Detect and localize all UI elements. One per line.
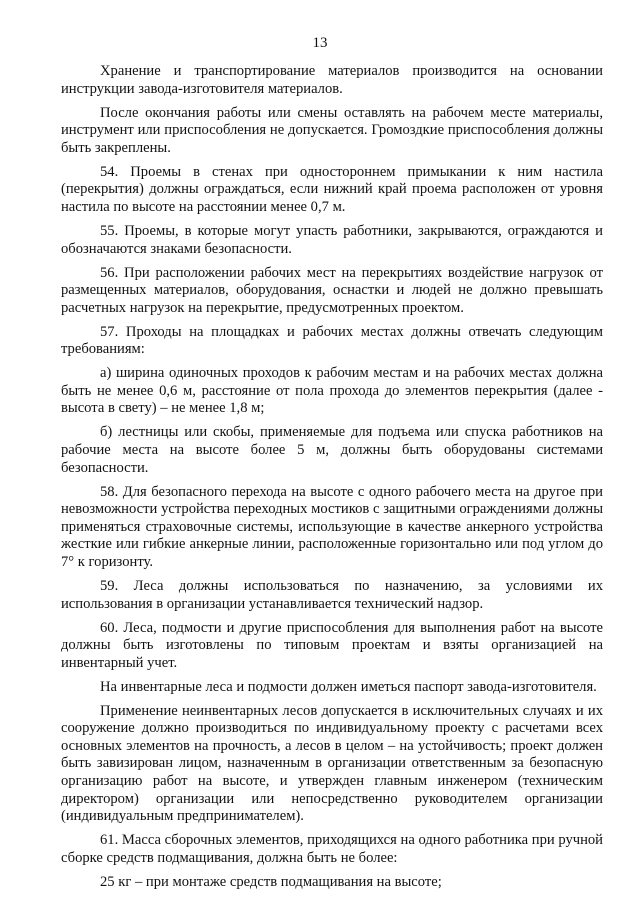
- paragraph-59: 59. Леса должны использоваться по назначению, за условиями их использования в организации устанавливается технический надзор.: [61, 577, 603, 612]
- paragraph-non-inventory-scaffolds: Применение неинвентарных лесов допускается в исключительных случаях и их сооружение должно производиться по индивидуальному проекту с расчетами всех основных элементов на прочность, а лесов в целом – на устойчивость; проект должен быть завизирован лицом, назначенным в организации ответственным за безопасную организацию работ на высоте, и утвержден главным инженером (техническим директором) организации или непосредственно руководителем организации (индивидуальным предпринимателем).: [61, 702, 603, 825]
- document-body: [61, 63, 603, 891]
- paragraph-storage: Хранение и транспортирование материалов производится на основании инструкции завода-изготовителя материалов.: [61, 63, 603, 97]
- paragraph-57-a: а) ширина одиночных проходов к рабочим местам и на рабочих местах должна быть не менее 0,6 м, расстояние от пола прохода до элементов перекрытия (далее - высота в свету) – не менее 1,8 м;: [61, 365, 603, 417]
- paragraph-54: 54. Проемы в стенах при одностороннем примыкании к ним настила (перекрытия) должны ограждаться, если нижний край проема расположен от уровня настила по высоте на расстоянии менее 0,7 м.: [61, 163, 603, 215]
- paragraph-57: 57. Проходы на площадках и рабочих местах должны отвечать следующим требованиям:: [61, 323, 603, 358]
- paragraph-58: 58. Для безопасного перехода на высоте с одного рабочего места на другое при невозможности устройства переходных мостиков с защитными ограждениями должны применяться страховочные системы, использующие в качестве анкерного устройства жесткие или гибкие анкерные линии, расположенные горизонтально или под углом до 7° к горизонту.: [61, 483, 603, 570]
- paragraph-55: 55. Проемы, в которые могут упасть работники, закрываются, ограждаются и обозначаются знаками безопасности.: [61, 222, 603, 257]
- page-number: 13: [312, 35, 328, 51]
- paragraph-56: 56. При расположении рабочих мест на перекрытиях воздействие нагрузок от размещенных материалов, оборудования, оснастки и людей не должно превышать расчетных нагрузок на перекрытие, предусмотренных проектом.: [61, 264, 603, 316]
- paragraph-60: 60. Леса, подмости и другие приспособления для выполнения работ на высоте должны быть изготовлены по типовым проектам и взяты организацией на инвентарный учет.: [61, 619, 603, 671]
- paragraph-61: 61. Масса сборочных элементов, приходящихся на одного работника при ручной сборке средств подмащивания, должна быть не более:: [61, 832, 603, 866]
- paragraph-inventory-passport: На инвентарные леса и подмости должен иметься паспорт завода-изготовителя.: [100, 678, 597, 695]
- paragraph-61-item-25kg: 25 кг – при монтаже средств подмащивания на высоте;: [100, 873, 442, 890]
- paragraph-57-b: б) лестницы или скобы, применяемые для подъема или спуска работников на рабочие места на высоте более 5 м, должны быть оборудованы системами безопасности.: [61, 424, 603, 476]
- paragraph-after-shift: После окончания работы или смены оставлять на рабочем месте материалы, инструмент или приспособления не допускается. Громоздкие приспособления должны быть закреплены.: [61, 104, 603, 156]
